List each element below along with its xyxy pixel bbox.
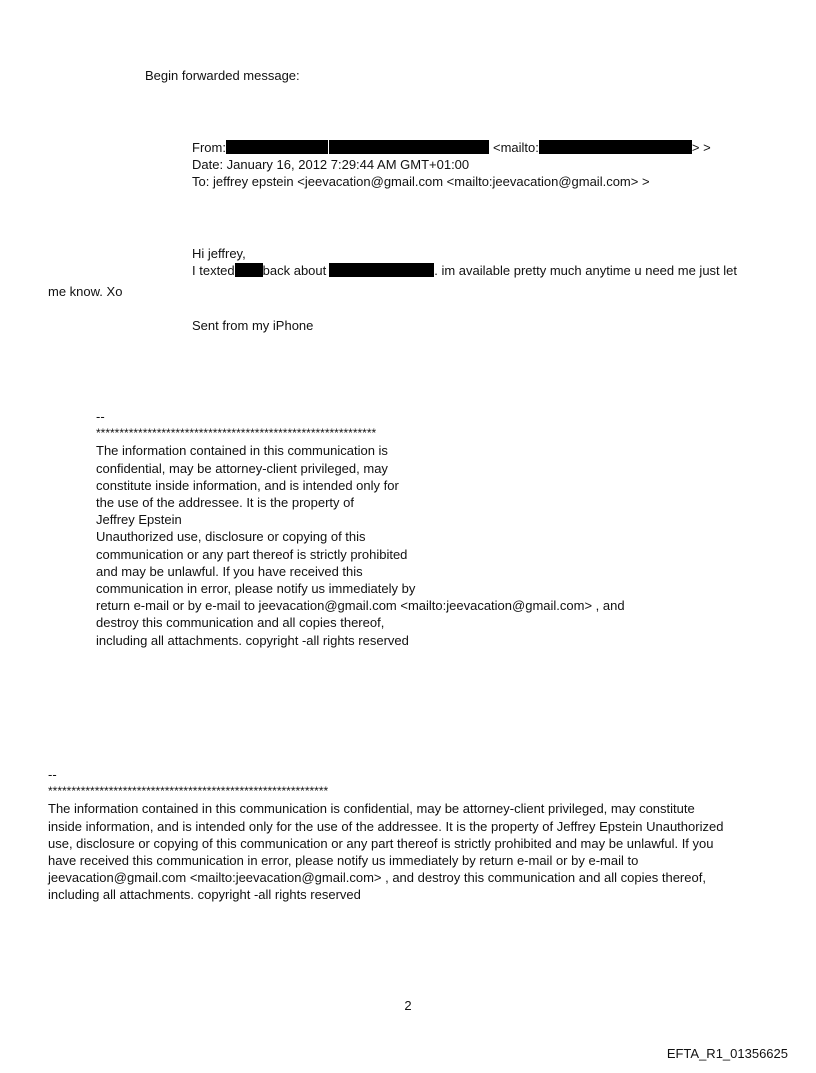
disclaimer-line: destroy this communication and all copies thereof, [96,615,385,631]
from-line [192,139,489,156]
to-line: To: jeffrey epstein <jeevacation@gmail.com <mailto:jeevacation@gmail.com> > [192,174,650,189]
redaction-box [539,140,692,154]
disclaimer-line: communication or any part thereof is strictly prohibited [96,546,408,562]
body-text: . im available pretty much anytime u need me just let [434,263,738,278]
mailto-close: > > [691,140,711,155]
date-line: Date: January 16, 2012 7:29:44 AM GMT+01:00 [192,157,470,172]
disclaimer-line: inside information, and is intended only for the use of the addressee. It is the property of Jeffrey Epstein Unauthorized [48,818,724,834]
disclaimer-line: have received this communication in error, please notify us immediately by return e-mail or by e-mail to [48,853,639,869]
greeting: Hi jeffrey, [192,246,246,261]
disclaimer-line: confidential, may be attorney-client privileged, may [96,460,388,476]
disclaimer-line: The information contained in this communication is [96,443,388,459]
disclaimer-line: communication in error, please notify us immediately by [96,581,416,597]
body-line-1 [192,262,737,279]
body-line-2: me know. Xo [48,284,123,299]
disclaimer-stars: ************************************************************ [96,426,377,441]
body-text: I texted [192,263,235,278]
redaction-box [235,263,263,277]
disclaimer-line: constitute inside information, and is intended only for [96,477,399,493]
signature: Sent from my iPhone [192,318,314,333]
disclaimer-line: Unauthorized use, disclosure or copying of this [96,529,366,545]
page-number: 2 [404,998,412,1013]
mailto-open: <mailto: [493,140,539,155]
disclaimer-line: use, disclosure or copying of this communication or any part thereof is strictly prohibited and may be unlawful. If you [48,835,714,851]
redaction-box [226,140,328,154]
redaction-box [329,263,434,277]
disclaimer-dashes: -- [96,409,105,424]
body-text: back about [262,263,327,278]
bates-number: EFTA_R1_01356625 [666,1046,788,1061]
outer-disclaimer [48,766,723,904]
disclaimer-line: and may be unlawful. If you have received this [96,563,363,579]
disclaimer-line: including all attachments. copyright -all rights reserved [96,632,409,648]
disclaimer-stars: ************************************************************ [48,784,329,799]
disclaimer-line: Jeffrey Epstein [96,512,182,528]
disclaimer-line: return e-mail or by e-mail to jeevacation@gmail.com <mailto:jeevacation@gmail.com> , and [96,598,625,614]
redaction-box [329,140,489,154]
mailto-line [493,139,711,156]
from-label: From: [192,140,226,155]
forward-header: Begin forwarded message: [145,68,300,83]
disclaimer-dashes: -- [48,767,57,782]
inner-disclaimer [96,408,625,649]
disclaimer-line: The information contained in this communication is confidential, may be attorney-client privileged, may constitute [48,801,695,817]
disclaimer-line: including all attachments. copyright -all rights reserved [48,887,361,903]
disclaimer-line: jeevacation@gmail.com <mailto:jeevacation@gmail.com> , and destroy this communication and all copies thereof, [48,870,706,886]
disclaimer-line: the use of the addressee. It is the property of [96,495,354,511]
